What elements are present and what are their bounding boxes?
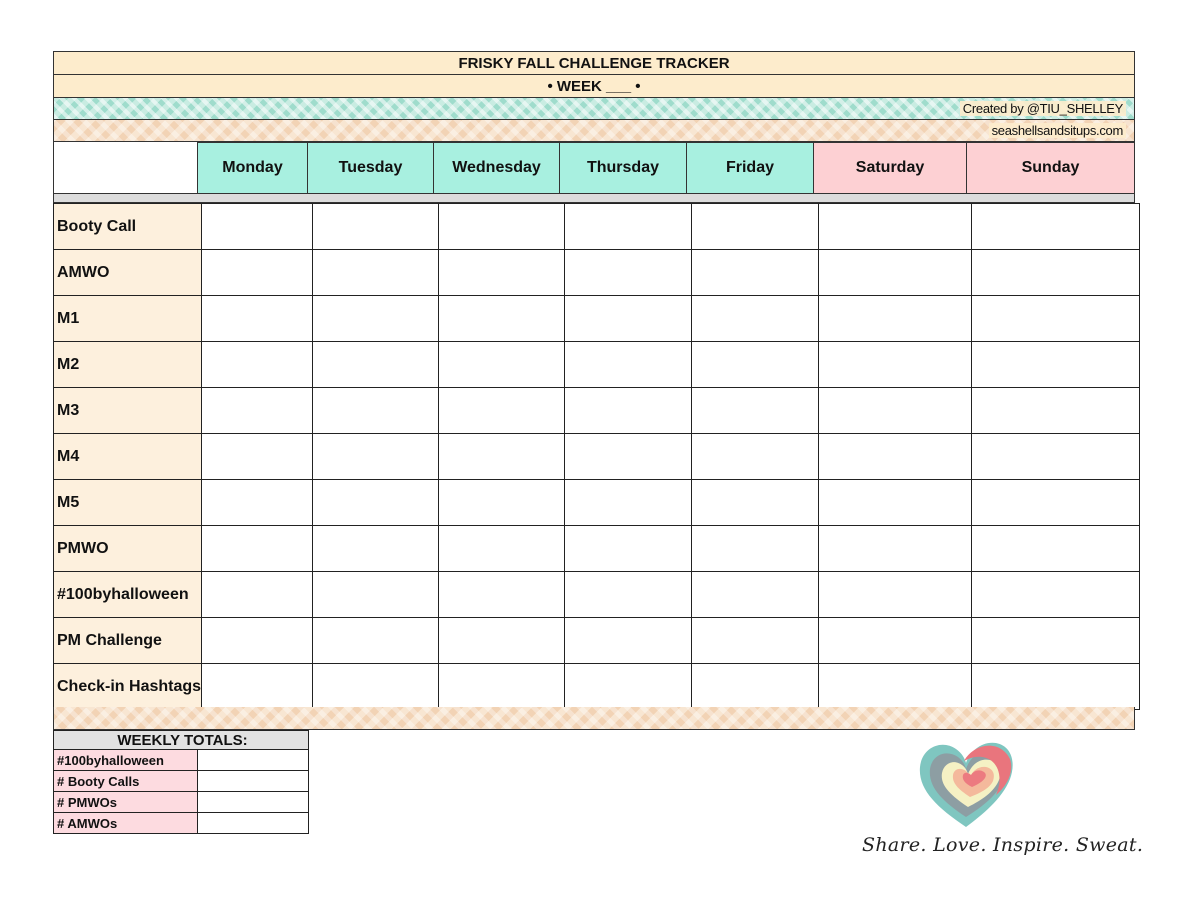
tracker-cell[interactable]: [692, 250, 819, 296]
tracker-cell[interactable]: [565, 388, 692, 434]
tracker-cell[interactable]: [313, 342, 439, 388]
tracker-cell[interactable]: [692, 618, 819, 664]
day-header-saturday: Saturday: [814, 142, 967, 194]
tracker-cell[interactable]: [439, 618, 565, 664]
tracker-cell[interactable]: [692, 342, 819, 388]
tracker-cell[interactable]: [202, 250, 313, 296]
totals-value-cell[interactable]: [198, 771, 309, 792]
tracker-cell[interactable]: [819, 204, 972, 250]
day-header-sunday: Sunday: [967, 142, 1135, 194]
tracker-cell[interactable]: [313, 572, 439, 618]
tracker-cell[interactable]: [692, 526, 819, 572]
tracker-cell[interactable]: [439, 342, 565, 388]
tracker-cell[interactable]: [972, 526, 1140, 572]
tracker-cell[interactable]: [439, 572, 565, 618]
credit-author: Created by @TIU_SHELLEY: [960, 99, 1126, 119]
tracker-cell[interactable]: [439, 526, 565, 572]
tracker-cell[interactable]: [972, 250, 1140, 296]
row-label: #100byhalloween: [54, 572, 202, 618]
row-label: Check-in Hashtags: [54, 664, 202, 710]
tracker-cell[interactable]: [972, 572, 1140, 618]
tracker-cell[interactable]: [819, 618, 972, 664]
day-header-monday: Monday: [197, 142, 308, 194]
tracker-cell[interactable]: [202, 342, 313, 388]
tracker-row: [54, 250, 1140, 296]
tracker-cell[interactable]: [313, 480, 439, 526]
tracker-row: [54, 480, 1140, 526]
row-label: Booty Call: [54, 204, 202, 250]
tracker-row: [54, 388, 1140, 434]
tracker-cell[interactable]: [565, 480, 692, 526]
pattern-band-teal: [53, 97, 1135, 119]
tracker-cell[interactable]: [565, 342, 692, 388]
totals-value-cell[interactable]: [198, 750, 309, 771]
tracker-cell[interactable]: [819, 342, 972, 388]
day-header-friday: Friday: [687, 142, 814, 194]
tracker-cell[interactable]: [202, 434, 313, 480]
tracker-cell[interactable]: [202, 618, 313, 664]
tracker-cell[interactable]: [565, 204, 692, 250]
row-label: M3: [54, 388, 202, 434]
tracker-cell[interactable]: [819, 296, 972, 342]
tracker-cell[interactable]: [692, 388, 819, 434]
tracker-cell[interactable]: [692, 664, 819, 710]
tracker-cell[interactable]: [692, 434, 819, 480]
tracker-row: [54, 572, 1140, 618]
credit-website: seashellsandsitups.com: [989, 121, 1126, 140]
tracker-cell[interactable]: [692, 480, 819, 526]
row-label: M5: [54, 480, 202, 526]
tracker-cell[interactable]: [439, 250, 565, 296]
tracker-cell[interactable]: [692, 204, 819, 250]
tracker-cell[interactable]: [819, 434, 972, 480]
tracker-cell[interactable]: [972, 480, 1140, 526]
pattern-band-bottom: [53, 707, 1135, 730]
totals-row: [54, 813, 309, 834]
tracker-title: FRISKY FALL CHALLENGE TRACKER: [53, 51, 1135, 74]
tracker-cell[interactable]: [819, 526, 972, 572]
tracker-cell[interactable]: [439, 388, 565, 434]
tracker-cell[interactable]: [313, 250, 439, 296]
totals-label: # Booty Calls: [54, 771, 198, 792]
totals-label: #100byhalloween: [54, 750, 198, 771]
tracker-cell[interactable]: [972, 204, 1140, 250]
tracker-cell[interactable]: [202, 204, 313, 250]
tracker-cell[interactable]: [202, 526, 313, 572]
tracker-cell[interactable]: [565, 618, 692, 664]
tracker-row: [54, 618, 1140, 664]
tracker-cell[interactable]: [819, 250, 972, 296]
tracker-cell[interactable]: [202, 572, 313, 618]
tracker-cell[interactable]: [439, 204, 565, 250]
tagline: Share. Love. Inspire. Sweat.: [862, 834, 1144, 856]
tracker-row: [54, 342, 1140, 388]
totals-row: [54, 792, 309, 813]
totals-label: # AMWOs: [54, 813, 198, 834]
pattern-band-peach: [53, 119, 1135, 142]
row-label: M2: [54, 342, 202, 388]
totals-value-cell[interactable]: [198, 813, 309, 834]
totals-row: [54, 750, 309, 771]
tracker-cell[interactable]: [565, 572, 692, 618]
tracker-cell[interactable]: [972, 434, 1140, 480]
tracker-cell[interactable]: [972, 388, 1140, 434]
row-label: AMWO: [54, 250, 202, 296]
totals-value-cell[interactable]: [198, 792, 309, 813]
tracker-cell[interactable]: [313, 434, 439, 480]
tracker-cell[interactable]: [439, 434, 565, 480]
tracker-row: [54, 296, 1140, 342]
header-divider: [53, 194, 1135, 203]
tracker-cell[interactable]: [202, 388, 313, 434]
tracker-cell[interactable]: [439, 664, 565, 710]
day-header-wednesday: Wednesday: [434, 142, 560, 194]
day-header-tuesday: Tuesday: [308, 142, 434, 194]
day-header-thursday: Thursday: [560, 142, 687, 194]
week-label: • WEEK ___ •: [53, 74, 1135, 97]
totals-row: [54, 771, 309, 792]
tracker-cell[interactable]: [439, 296, 565, 342]
tracker-cell[interactable]: [972, 618, 1140, 664]
tracker-cell[interactable]: [439, 480, 565, 526]
weekly-totals-table: [53, 730, 309, 834]
heart-logo-icon: [916, 737, 1016, 829]
weekly-totals-heading: WEEKLY TOTALS:: [54, 731, 309, 750]
tracker-cell[interactable]: [565, 250, 692, 296]
tracker-cell[interactable]: [313, 204, 439, 250]
row-label: M1: [54, 296, 202, 342]
tracker-cell[interactable]: [202, 480, 313, 526]
tracker-cell[interactable]: [313, 664, 439, 710]
tracker-cell[interactable]: [565, 434, 692, 480]
tracker-cell[interactable]: [819, 388, 972, 434]
tracker-row: [54, 664, 1140, 710]
tracker-cell[interactable]: [313, 526, 439, 572]
tracker-cell[interactable]: [565, 526, 692, 572]
row-label: M4: [54, 434, 202, 480]
tracker-cell[interactable]: [565, 296, 692, 342]
tracker-row: [54, 434, 1140, 480]
header-corner: [53, 142, 197, 194]
tracker-cell[interactable]: [692, 296, 819, 342]
tracker-cell[interactable]: [313, 388, 439, 434]
tracker-cell[interactable]: [202, 664, 313, 710]
row-label: PM Challenge: [54, 618, 202, 664]
tracker-cell[interactable]: [819, 572, 972, 618]
tracker-cell[interactable]: [565, 664, 692, 710]
tracker-cell[interactable]: [819, 480, 972, 526]
tracker-cell[interactable]: [972, 342, 1140, 388]
tracker-cell[interactable]: [972, 296, 1140, 342]
tracker-cell[interactable]: [313, 296, 439, 342]
totals-label: # PMWOs: [54, 792, 198, 813]
tracker-row: [54, 204, 1140, 250]
tracker-cell[interactable]: [819, 664, 972, 710]
tracker-grid: [53, 203, 1140, 710]
tracker-cell[interactable]: [972, 664, 1140, 710]
tracker-cell[interactable]: [692, 572, 819, 618]
tracker-cell[interactable]: [313, 618, 439, 664]
tracker-row: [54, 526, 1140, 572]
tracker-cell[interactable]: [202, 296, 313, 342]
row-label: PMWO: [54, 526, 202, 572]
